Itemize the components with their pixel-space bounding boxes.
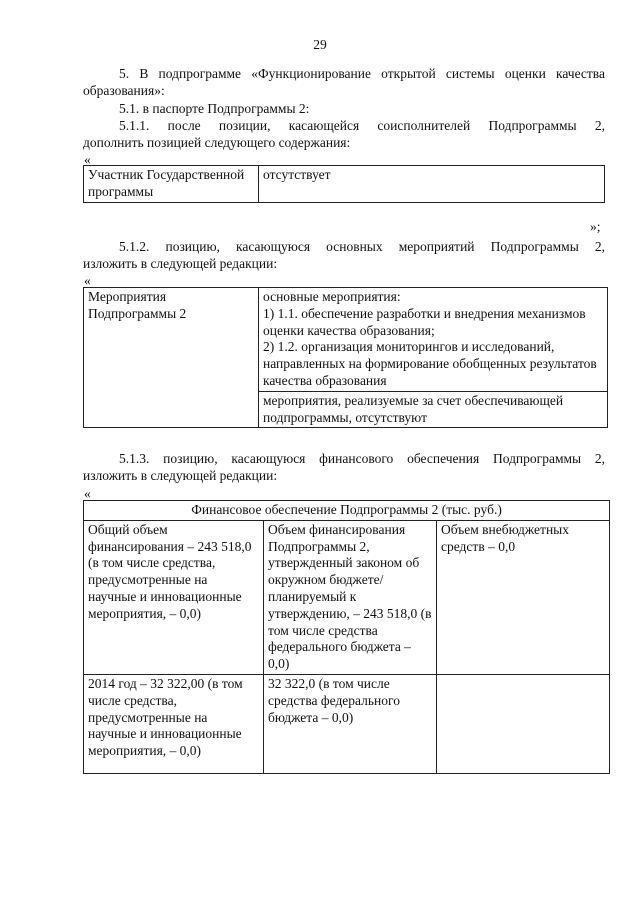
paragraph-5: 5. В подпрограмме «Функционирование открытой системы оценки качества образования»: (83, 66, 605, 98)
year-2014-extrabudget-cell (437, 674, 610, 773)
activities-main-line2: 1) 1.1. обеспечение разработки и внедрения механизмов оценки качества образования; (263, 305, 586, 338)
financing-header: Финансовое обеспечение Подпрограммы 2 (тыс. руб.) (84, 501, 610, 521)
extrabudget-cell: Объем внебюджетных средств – 0,0 (437, 520, 610, 674)
paragraph-5-1-1-line1: 5.1.1. после позиции, касающейся соисполнителей Подпрограммы 2, (119, 118, 605, 133)
paragraph-5-1: 5.1. в паспорте Подпрограммы 2: (119, 101, 310, 116)
activities-label: Мероприятия Подпрограммы 2 (84, 288, 259, 428)
approved-volume-cell: Объем финансирования Подпрограммы 2, утвержденный законом об окружном бюджете/ планируемый к утверждению, – 243 518,0 (в том числе средства федерального бюджета – 0,0) (264, 520, 437, 674)
activities-main (259, 288, 608, 392)
paragraph-5-1-1-line2: дополнить позицией следующего содержания: (83, 135, 351, 150)
table-row (84, 166, 605, 203)
year-2014-cell: 2014 год – 32 322,00 (в том числе средства, предусмотренные на научные и инновационные мероприятия, – 0,0) (84, 674, 264, 773)
paragraph-5-1-3-line1: 5.1.3. позицию, касающуюся финансового обеспечения Подпрограммы 2, (119, 451, 605, 466)
financing-table (83, 500, 610, 774)
table-row (84, 674, 610, 773)
table-row (84, 501, 610, 521)
activities-table (83, 287, 608, 428)
paragraph-5-1-3-line2: изложить в следующей редакции: (83, 468, 278, 483)
activities-main-line1: основные мероприятия: (263, 289, 401, 304)
year-2014-amount-cell: 32 322,0 (в том числе средства федерального бюджета – 0,0) (264, 674, 437, 773)
quote-close-1: »; (590, 219, 601, 234)
quote-open-1: « (84, 152, 91, 167)
activities-secondary: мероприятия, реализуемые за счет обеспечивающей подпрограммы, отсутствуют (259, 391, 608, 428)
table-row (84, 520, 610, 674)
page-number: 29 (313, 37, 327, 52)
participant-table (83, 165, 605, 203)
activities-main-line3: 2) 1.2. организация мониторингов и исследований, направленных на формирование обобщенных результатов качества образования (263, 339, 597, 388)
total-volume-cell: Общий объем финансирования – 243 518,0 (в том числе средства, предусмотренные на научные и инновационные мероприятия, – 0,0) (84, 520, 264, 674)
participant-label: Участник Государственной программы (84, 166, 259, 203)
participant-value: отсутствует (259, 166, 605, 203)
paragraph-5-1-2-line2: изложить в следующей редакции: (83, 256, 278, 271)
table-row (84, 288, 608, 392)
quote-open-3: « (84, 486, 91, 501)
paragraph-5-1-2-line1: 5.1.2. позицию, касающуюся основных мероприятий Подпрограммы 2, (119, 239, 605, 254)
quote-open-2: « (84, 273, 91, 288)
